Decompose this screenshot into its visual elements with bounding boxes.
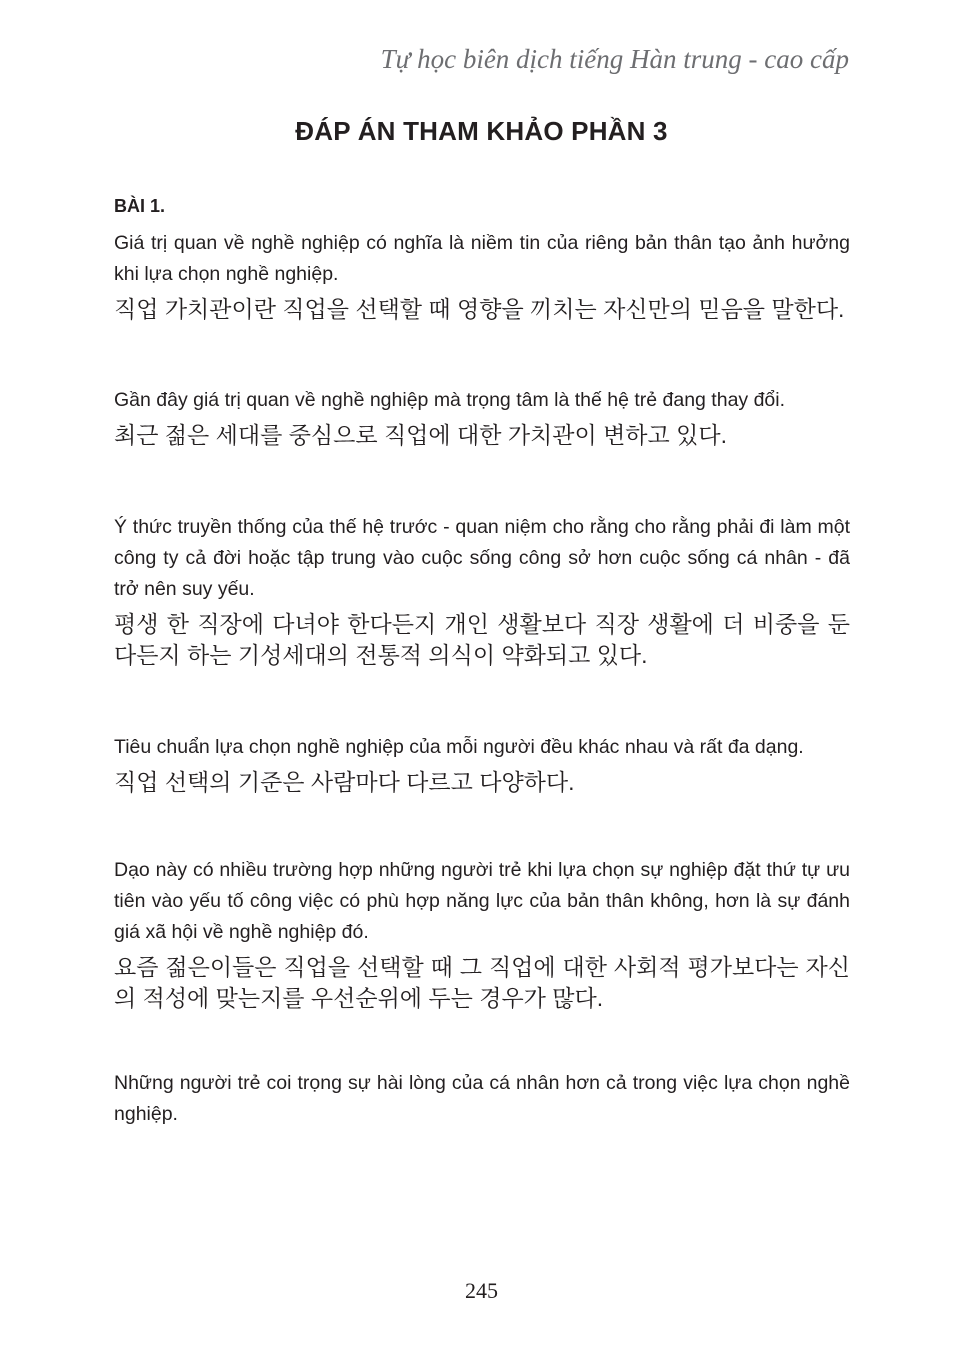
answer-item bbox=[114, 228, 850, 325]
page-title: ĐÁP ÁN THAM KHẢO PHẦN 3 bbox=[295, 116, 668, 146]
answer-item bbox=[114, 512, 850, 671]
korean-translation: 직업 가치관이란 직업을 선택할 때 영향을 끼치는 자신만의 믿음을 말한다. bbox=[114, 296, 845, 322]
vietnamese-sentence: Dạo này có nhiều trường hợp những người trẻ khi lựa chọn sự nghiệp đặt thứ tự ưu tiên vào yếu tố công việc có phù hợp năng lực của bản thân không, hơn là sự đánh giá xã hội về nghề nghiệp đó. bbox=[114, 859, 850, 943]
korean-translation: 최근 젊은 세대를 중심으로 직업에 대한 가치관이 변하고 있다. bbox=[114, 422, 727, 448]
running-header: Tự học biên dịch tiếng Hàn trung - cao cấp bbox=[380, 44, 849, 74]
section-label: BÀI 1. bbox=[114, 196, 166, 216]
page-number: 245 bbox=[465, 1278, 498, 1303]
answer-item bbox=[114, 855, 850, 1014]
answer-item bbox=[114, 732, 850, 798]
answer-item bbox=[114, 385, 850, 451]
answer-item bbox=[114, 1068, 850, 1130]
vietnamese-sentence: Tiêu chuẩn lựa chọn nghề nghiệp của mỗi người đều khác nhau và rất đa dạng. bbox=[114, 736, 804, 758]
answer-content bbox=[114, 228, 850, 1130]
vietnamese-sentence: Những người trẻ coi trọng sự hài lòng của cá nhân hơn cả trong việc lựa chọn nghề nghiệp. bbox=[114, 1072, 850, 1125]
vietnamese-sentence: Ý thức truyền thống của thế hệ trước - quan niệm cho rằng cho rằng phải đi làm một công ty cả đời hoặc tập trung vào cuộc sống công sở hơn cuộc sống cá nhân - đã trở nên suy yếu. bbox=[114, 516, 850, 600]
korean-translation: 직업 선택의 기준은 사람마다 다르고 다양하다. bbox=[114, 769, 575, 795]
vietnamese-sentence: Gần đây giá trị quan về nghề nghiệp mà trọng tâm là thế hệ trẻ đang thay đổi. bbox=[114, 389, 786, 411]
korean-translation: 평생 한 직장에 다녀야 한다든지 개인 생활보다 직장 생활에 더 비중을 둔다든지 하는 기성세대의 전통적 의식이 약화되고 있다. bbox=[114, 611, 850, 668]
korean-translation: 요즘 젊은이들은 직업을 선택할 때 그 직업에 대한 사회적 평가보다는 자신의 적성에 맞는지를 우선순위에 두는 경우가 많다. bbox=[114, 954, 850, 1011]
vietnamese-sentence: Giá trị quan về nghề nghiệp có nghĩa là niềm tin của riêng bản thân tạo ảnh hưởng khi lựa chọn nghề nghiệp. bbox=[114, 232, 850, 285]
